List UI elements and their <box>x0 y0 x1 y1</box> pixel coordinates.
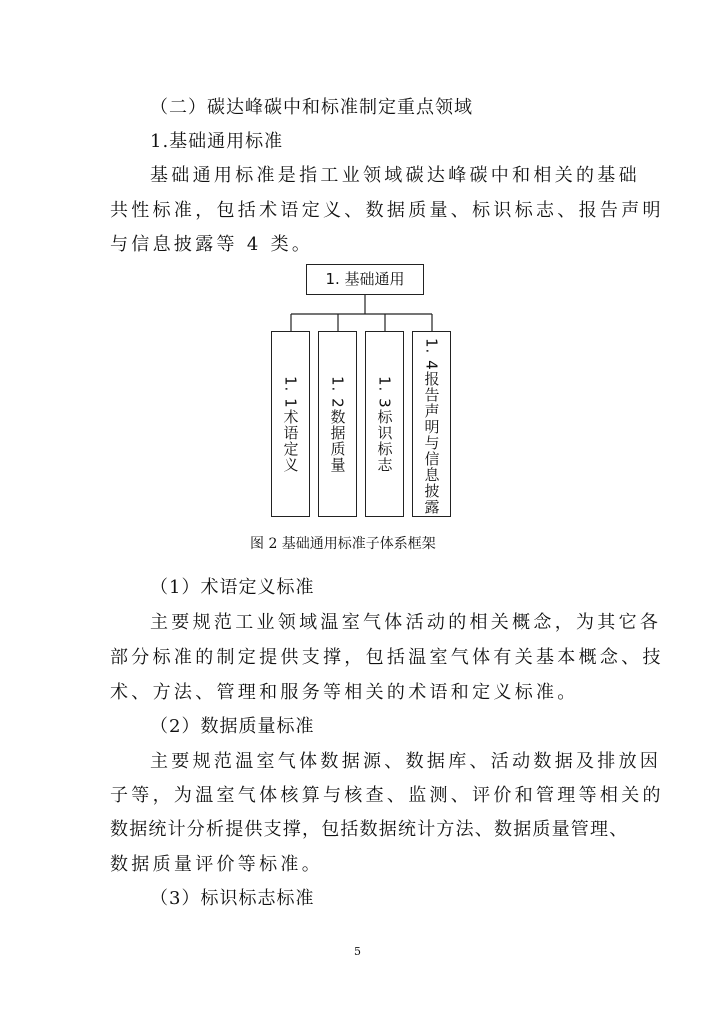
diagram-child-label: 1. 3标识标志 <box>375 376 394 473</box>
item-2-paragraph-line: 主要规范温室气体数据源、数据库、活动数据及排放因 <box>150 751 662 772</box>
diagram-root-box: 1. 基础通用 <box>306 264 424 295</box>
diagram-child-box-labels <box>365 331 404 517</box>
diagram-child-box-report-disclosure <box>412 331 451 517</box>
item-2-heading: （2）数据质量标准 <box>150 716 315 737</box>
intro-paragraph-line: 与信息披露等 4 类。 <box>110 234 314 255</box>
diagram-child-box-data-quality <box>318 331 357 517</box>
item-2-paragraph-line: 子等，为温室气体核算与核查、监测、评价和管理等相关的 <box>110 785 664 806</box>
item-2-paragraph-line: 数据质量评价等标准。 <box>110 854 323 875</box>
item-1-paragraph-line: 部分标准的制定提供支撑，包括温室气体有关基本概念、技 <box>110 647 664 668</box>
item-1-heading: （1）术语定义标准 <box>150 577 315 598</box>
intro-paragraph-line: 共性标准，包括术语定义、数据质量、标识标志、报告声明 <box>110 200 664 221</box>
diagram-child-box-terms <box>271 331 310 517</box>
item-1-paragraph-line: 主要规范工业领域温室气体活动的相关概念，为其它各 <box>150 612 662 633</box>
item-1-paragraph-line: 术、方法、管理和服务等相关的术语和定义标准。 <box>110 682 579 703</box>
section-heading: （二）碳达峰碳中和标准制定重点领域 <box>150 97 473 118</box>
diagram-child-label: 1. 1术语定义 <box>281 376 300 473</box>
subheading-basic-general: 1.基础通用标准 <box>150 131 284 152</box>
intro-paragraph-line: 基础通用标准是指工业领域碳达峰碳中和相关的基础 <box>150 165 640 186</box>
figure-caption: 图 2 基础通用标准子体系框架 <box>250 536 436 552</box>
page-number: 5 <box>354 945 361 958</box>
diagram-child-label: 1. 4报告声明与信息披露 <box>422 338 441 515</box>
item-2-paragraph-line: 数据统计分析提供支撑，包括数据统计方法、数据质量管理、 <box>110 819 629 840</box>
diagram-child-label: 1. 2数据质量 <box>328 376 347 473</box>
item-3-heading: （3）标识标志标准 <box>150 888 315 909</box>
